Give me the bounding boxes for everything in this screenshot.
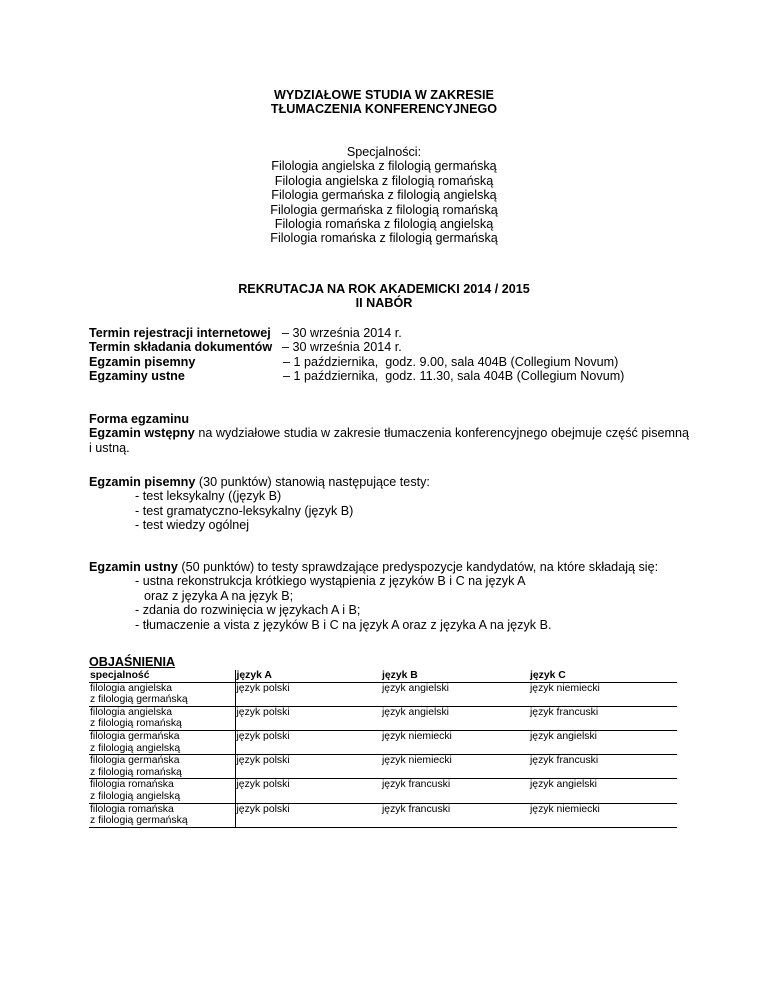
written-exam-text: (30 punktów) stanowią następujące testy:	[195, 475, 430, 489]
exam-form-intro-text: na wydziałowe studia w zakresie tłumaczenia konferencyjnego obejmuje część pisemną i ustną.	[89, 426, 689, 455]
specializations-list	[0, 145, 768, 246]
date-label: Termin rejestracji internetowej	[89, 326, 271, 340]
table-cell: język polski	[235, 779, 381, 803]
written-exam-intro	[89, 475, 689, 489]
cell-line: filologia romańska	[90, 803, 174, 815]
table-cell: język niemiecki	[529, 682, 677, 706]
table-row	[89, 682, 677, 706]
recruitment-title-line-2: II NABÓR	[355, 296, 413, 311]
date-value: – 30 września 2014 r.	[275, 340, 402, 355]
list-item: - zdania do rozwinięcia w językach A i B;	[135, 603, 361, 618]
oral-exam-text: (50 punktów) to testy sprawdzające predyspozycje kandydatów, na które składają się:	[177, 560, 659, 574]
oral-exam-tests	[89, 574, 689, 632]
recruitment-title	[0, 282, 768, 311]
table-cell-specialization	[89, 779, 235, 803]
table-cell: język francuski	[529, 755, 677, 779]
specialization-item: Filologia germańska z filologią angielską	[271, 188, 497, 203]
table-row	[89, 730, 677, 754]
specialization-item: Filologia romańska z filologią germańską	[270, 231, 498, 246]
exam-form-intro-bold: Egzamin wstępny	[89, 426, 195, 441]
table-cell-specialization	[89, 706, 235, 730]
table-cell: język francuski	[529, 706, 677, 730]
column-header: język A	[235, 670, 381, 682]
specialization-item: Filologia angielska z filologią germańską	[271, 159, 497, 174]
date-label: Egzamin pisemny	[89, 354, 196, 369]
specialization-item: Filologia germańska z filologią romańską	[270, 202, 498, 217]
list-item: - test wiedzy ogólnej	[135, 518, 250, 533]
date-value: – 1 października, godz. 11.30, sala 404B (Collegium Novum)	[283, 369, 625, 384]
exam-form-section	[89, 412, 689, 455]
title-line-2: TŁUMACZENIA KONFERENCYJNEGO	[270, 102, 498, 117]
date-value: – 1 października, godz. 9.00, sala 404B (Collegium Novum)	[283, 354, 619, 369]
specialization-item: Filologia romańska z filologią angielską	[274, 217, 494, 232]
list-item: - test gramatyczno-leksykalny (język B)	[135, 503, 354, 518]
cell-line: z filologią germańską	[90, 694, 188, 706]
date-label: Termin składania dokumentów	[89, 340, 273, 355]
table-row	[89, 779, 677, 803]
table-cell: język angielski	[381, 706, 529, 730]
cell-line: z filologią romańską	[90, 718, 182, 730]
column-header: specjalność	[89, 670, 235, 682]
legend-table	[89, 670, 677, 828]
cell-line: filologia romańska	[90, 779, 174, 791]
table-cell: język polski	[235, 730, 381, 754]
oral-exam-section	[89, 560, 689, 632]
dates-list	[89, 326, 689, 384]
column-header: język C	[529, 670, 677, 682]
cell-line: z filologią angielską	[90, 790, 181, 802]
list-item-continuation: oraz z języka A na język B;	[144, 588, 294, 603]
recruitment-title-line-1: REKRUTACJA NA ROK AKADEMICKI 2014 / 2015	[238, 282, 530, 296]
table-cell: język angielski	[529, 779, 677, 803]
table-row	[89, 755, 677, 779]
document-title	[0, 88, 768, 117]
list-item: - tłumaczenie a vista z języków B i C na język A oraz z języka A na język B.	[135, 617, 552, 632]
exam-form-intro	[89, 426, 689, 455]
table-cell: język polski	[235, 682, 381, 706]
table-row	[89, 803, 677, 827]
table-cell: język angielski	[529, 730, 677, 754]
table-cell: język niemiecki	[381, 755, 529, 779]
list-item: - ustna rekonstrukcja krótkiego wystąpienia z języków B i C na język A	[135, 574, 526, 589]
cell-line: filologia angielska	[90, 706, 173, 718]
table-header-row	[89, 670, 677, 682]
title-line-1: WYDZIAŁOWE STUDIA W ZAKRESIE	[274, 88, 494, 102]
date-row-documents	[89, 340, 689, 354]
table-cell: język francuski	[381, 803, 529, 827]
specialization-item: Filologia angielska z filologią romańską	[274, 173, 494, 188]
table-cell: język polski	[235, 803, 381, 827]
table-cell: język niemiecki	[529, 803, 677, 827]
date-label: Egzaminy ustne	[89, 369, 185, 384]
table-cell-specialization	[89, 803, 235, 827]
table-cell-specialization	[89, 730, 235, 754]
specializations-label: Specjalności:	[346, 145, 422, 159]
legend-heading: OBJAŚNIENIA	[89, 655, 176, 669]
table-cell: język polski	[235, 706, 381, 730]
column-header: język B	[381, 670, 529, 682]
cell-line: z filologią romańską	[90, 766, 182, 778]
cell-line: filologia germańska	[90, 755, 180, 767]
cell-line: z filologią germańską	[90, 815, 188, 827]
table-row	[89, 706, 677, 730]
exam-form-heading: Forma egzaminu	[89, 412, 190, 426]
written-exam-tests	[89, 489, 689, 532]
date-row-registration	[89, 326, 689, 340]
cell-line: filologia angielska	[90, 682, 173, 694]
written-exam-section	[89, 475, 689, 533]
table-cell: język francuski	[381, 779, 529, 803]
cell-line: z filologią angielską	[90, 742, 181, 754]
table-cell: język niemiecki	[381, 730, 529, 754]
oral-exam-intro	[89, 560, 689, 574]
oral-exam-bold: Egzamin ustny	[89, 560, 178, 574]
table-cell: język angielski	[381, 682, 529, 706]
table-cell-specialization	[89, 682, 235, 706]
cell-line: filologia germańska	[90, 730, 180, 742]
table-cell: język polski	[235, 755, 381, 779]
written-exam-bold: Egzamin pisemny	[89, 475, 196, 489]
date-row-written-exam	[89, 355, 689, 369]
date-row-oral-exams	[89, 369, 689, 383]
table-cell-specialization	[89, 755, 235, 779]
list-item: - test leksykalny ((język B)	[135, 489, 282, 504]
date-value: – 30 września 2014 r.	[275, 326, 402, 340]
